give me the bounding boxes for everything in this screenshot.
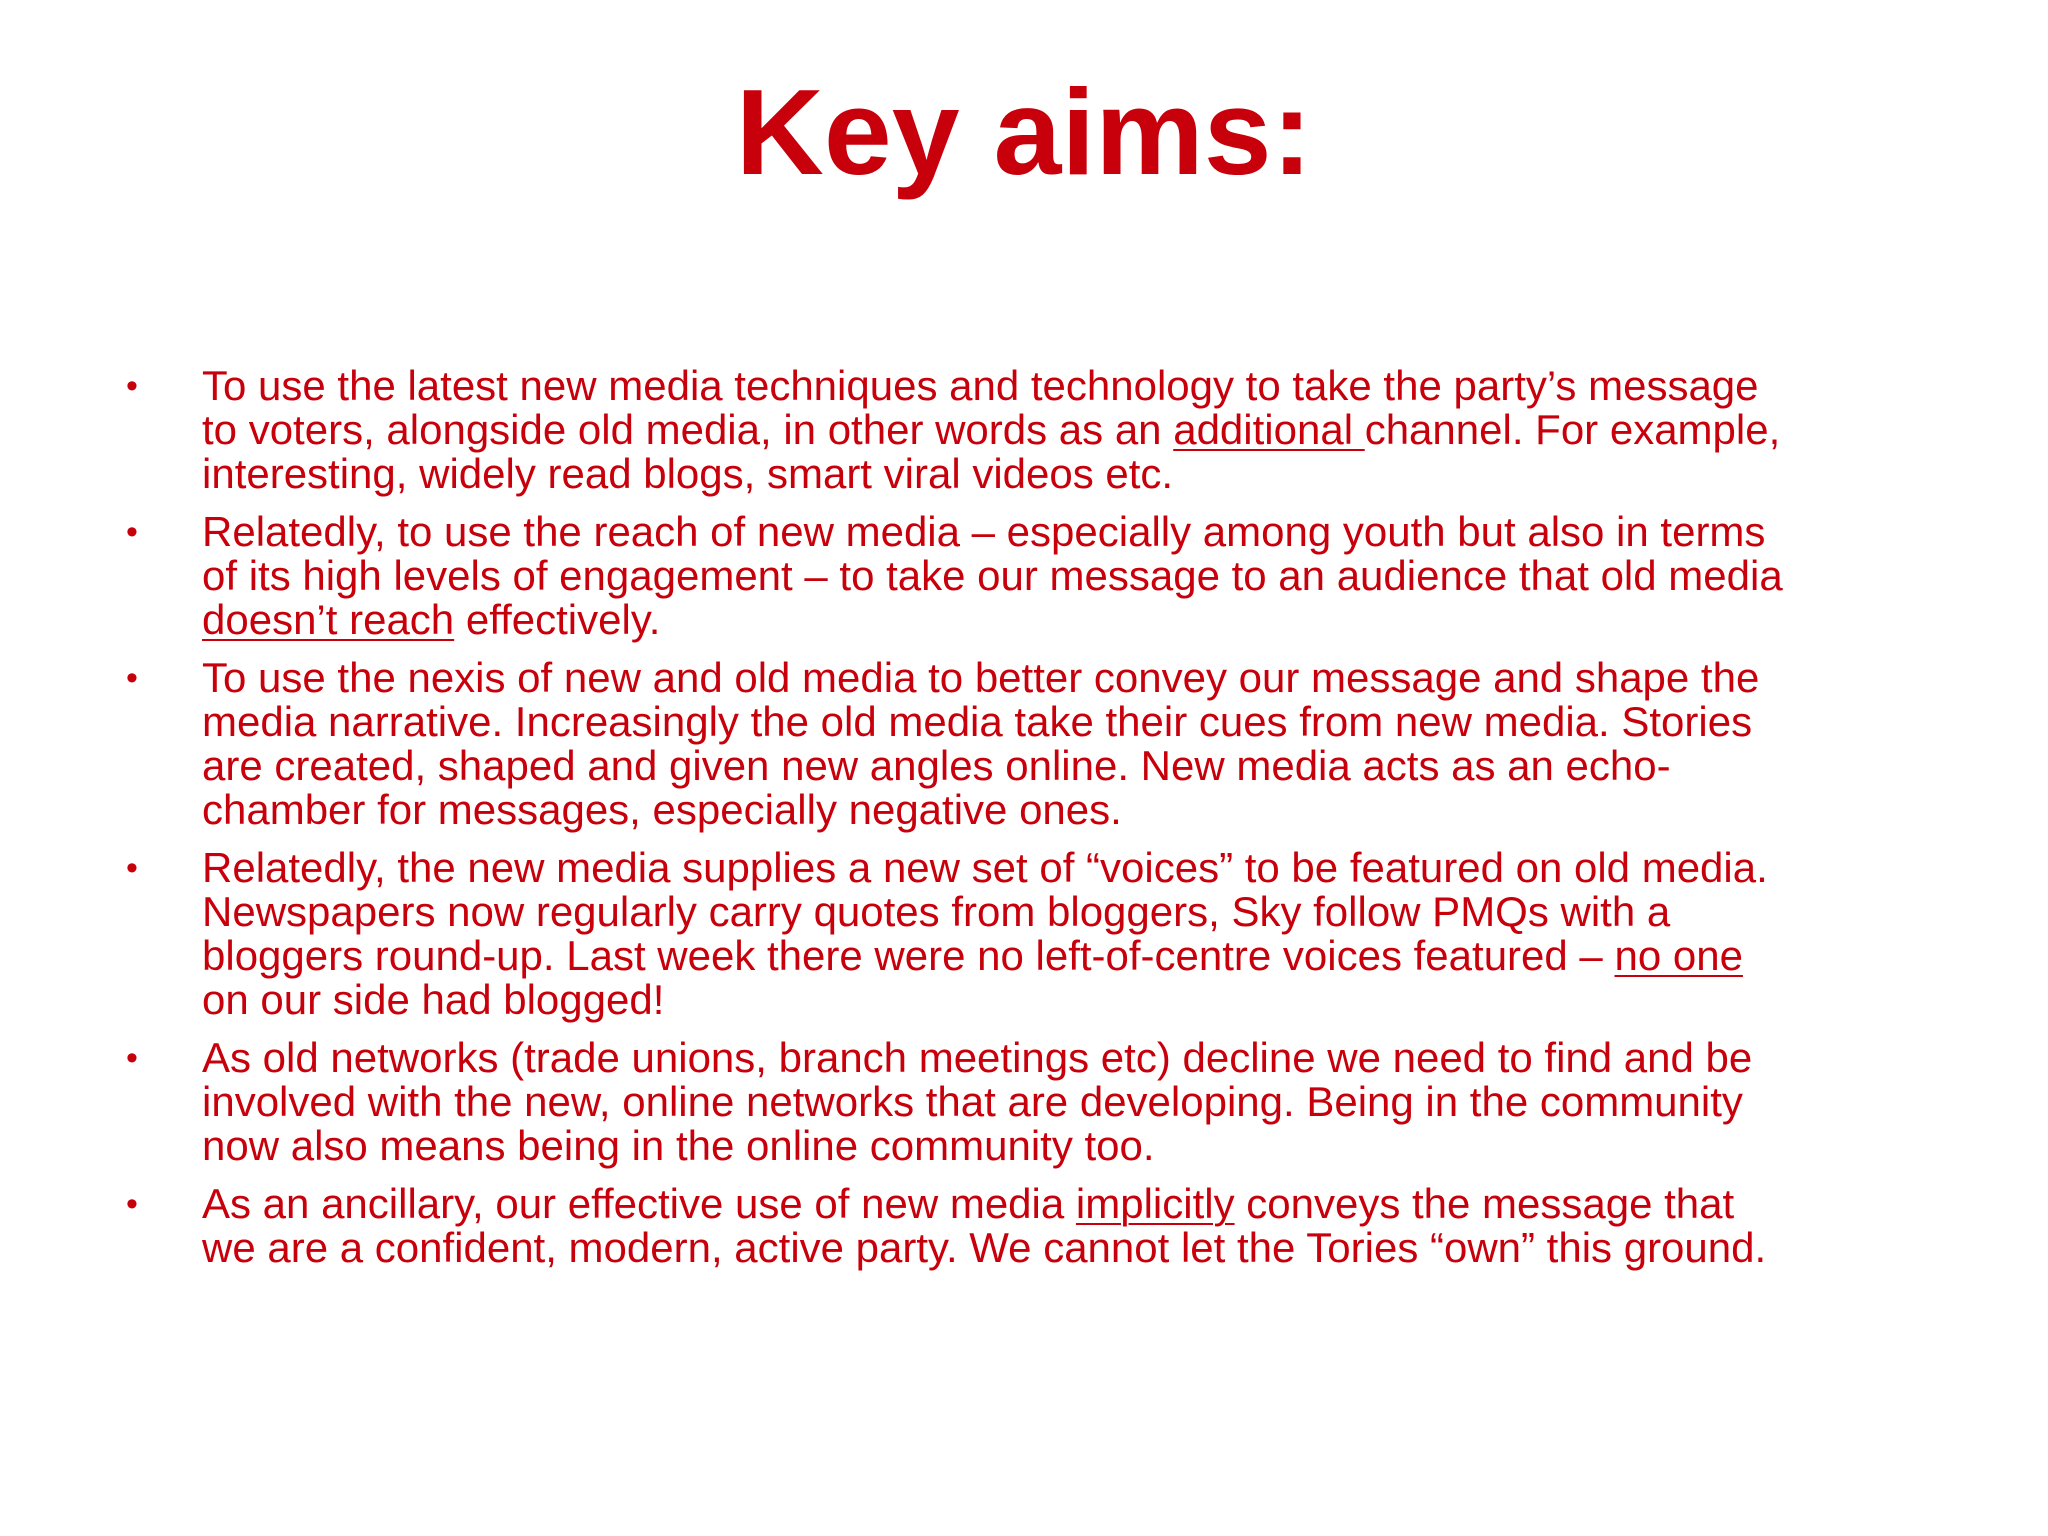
bullet-line <box>202 744 2006 788</box>
bullet-text: bloggers round-up. Last week there were no left-of-centre voices featured – <box>202 932 1615 979</box>
underlined-text: doesn’t reach <box>202 596 455 643</box>
underlined-text: additional <box>1173 406 1365 453</box>
bullet-text: channel. For example, <box>1364 406 1781 453</box>
bullet-line <box>202 510 2006 554</box>
bullet-text: involved with the new, online networks that are developing. Being in the community <box>202 1078 1743 1125</box>
bullet-item <box>126 656 2006 832</box>
bullet-text: effectively. <box>454 596 661 643</box>
bullet-marker: • <box>126 849 138 887</box>
bullet-line <box>202 890 2006 934</box>
bullet-line <box>202 554 2006 598</box>
bullet-line <box>202 408 2006 452</box>
bullet-line <box>202 1124 2006 1168</box>
bullet-text: media narrative. Increasingly the old media take their cues from new media. Stories <box>202 698 1753 745</box>
underlined-text: implicitly <box>1075 1180 1235 1227</box>
bullet-item <box>126 1182 2006 1270</box>
bullet-line <box>202 656 2006 700</box>
bullet-list <box>126 364 2006 1284</box>
bullet-text: conveys the message that <box>1234 1180 1735 1227</box>
bullet-text: are created, shaped and given new angles online. New media acts as an echo- <box>202 742 1671 789</box>
bullet-line <box>202 598 2006 642</box>
bullet-text: to voters, alongside old media, in other words as an <box>202 406 1174 453</box>
bullet-text: of its high levels of engagement – to take our message to an audience that old media <box>202 552 1783 599</box>
bullet-marker: • <box>126 1039 138 1077</box>
bullet-line <box>202 788 2006 832</box>
bullet-text: Relatedly, the new media supplies a new set of “voices” to be featured on old media. <box>202 844 1768 891</box>
bullet-line <box>202 1080 2006 1124</box>
bullet-text: now also means being in the online community too. <box>202 1122 1155 1169</box>
bullet-text: interesting, widely read blogs, smart viral videos etc. <box>202 450 1174 497</box>
bullet-line <box>202 1036 2006 1080</box>
bullet-line <box>202 1226 2006 1270</box>
bullet-text: Newspapers now regularly carry quotes from bloggers, Sky follow PMQs with a <box>202 888 1671 935</box>
bullet-line <box>202 1182 2006 1226</box>
bullet-text: chamber for messages, especially negative ones. <box>202 786 1122 833</box>
bullet-item <box>126 510 2006 642</box>
bullet-item <box>126 1036 2006 1168</box>
bullet-text: To use the latest new media techniques and technology to take the party’s message <box>202 362 1759 409</box>
bullet-text: Relatedly, to use the reach of new media – especially among youth but also in terms <box>202 508 1766 555</box>
bullet-text: As an ancillary, our effective use of new media <box>202 1180 1076 1227</box>
bullet-line <box>202 934 2006 978</box>
bullet-text: we are a confident, modern, active party. We cannot let the Tories “own” this ground. <box>202 1224 1767 1271</box>
underlined-text: no one <box>1614 932 1743 979</box>
bullet-marker: • <box>126 659 138 697</box>
bullet-item <box>126 364 2006 496</box>
bullet-marker: • <box>126 513 138 551</box>
bullet-line <box>202 846 2006 890</box>
bullet-marker: • <box>126 1185 138 1223</box>
bullet-text: As old networks (trade unions, branch meetings etc) decline we need to find and be <box>202 1034 1753 1081</box>
bullet-marker: • <box>126 367 138 405</box>
bullet-line <box>202 978 2006 1022</box>
bullet-text: To use the nexis of new and old media to better convey our message and shape the <box>202 654 1760 701</box>
bullet-line <box>202 700 2006 744</box>
bullet-line <box>202 452 2006 496</box>
bullet-line <box>202 364 2006 408</box>
slide-title: Key aims: <box>735 64 1313 200</box>
bullet-text: on our side had blogged! <box>202 976 665 1023</box>
bullet-item <box>126 846 2006 1022</box>
